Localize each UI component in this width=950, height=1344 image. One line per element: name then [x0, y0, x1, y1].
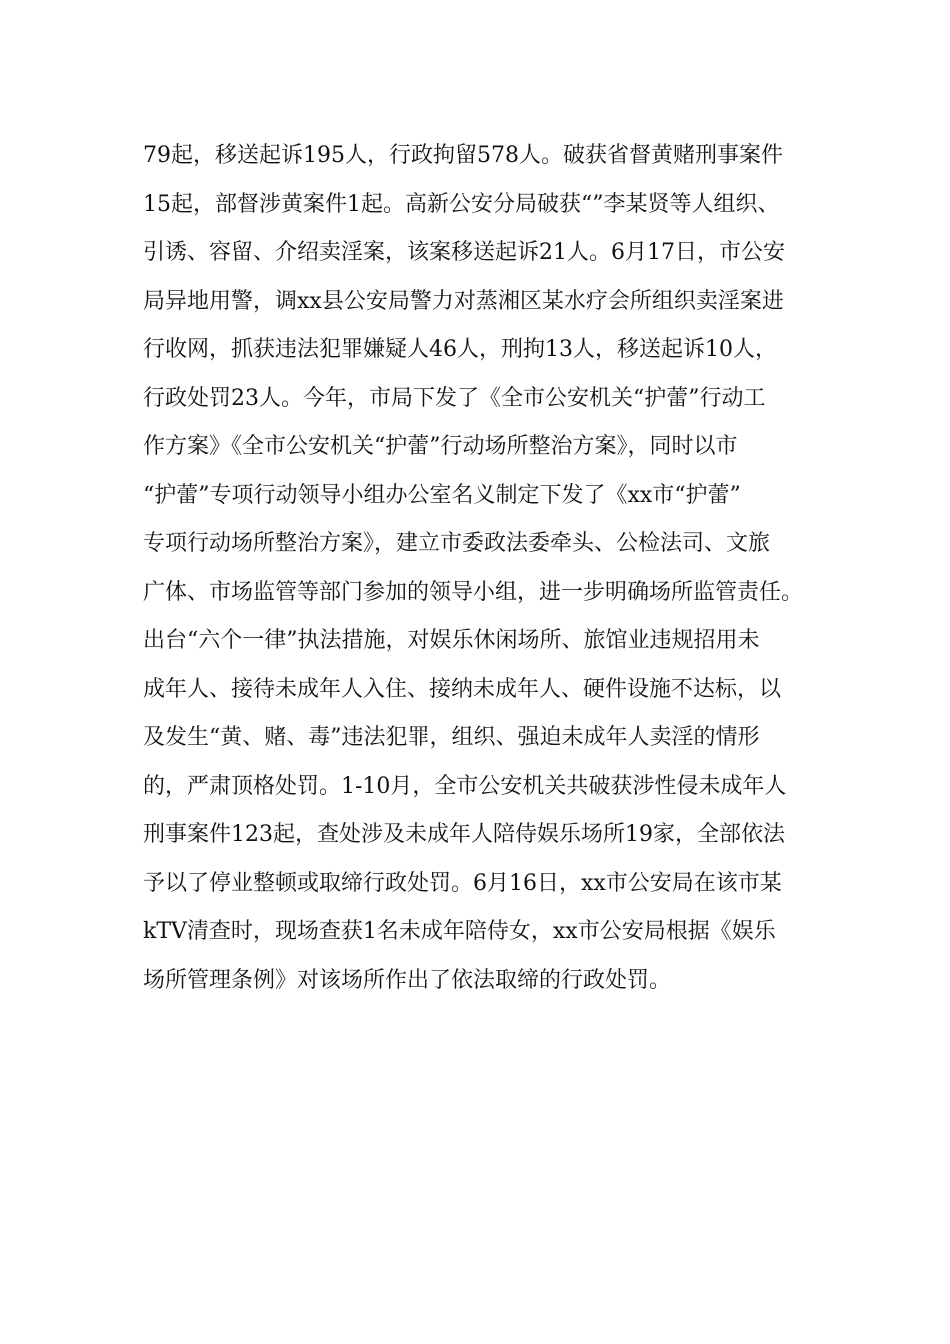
- text-line: kTV清查时，现场查获1名未成年陪侍女，xx市公安局根据《娱乐: [143, 919, 776, 944]
- text-line: 引诱、容留、介绍卖淫案，该案移送起诉21人。6月17日，市公安: [143, 240, 785, 265]
- text-line: 15起，部督涉黄案件1起。高新公安分局破获“”李某贤等人组织、: [143, 191, 780, 217]
- text-line: 79起，移送起诉195人，行政拘留578人。破获省督黄赌刑事案件: [143, 143, 783, 168]
- text-line: 作方案》《全市公安机关“护蕾”行动场所整治方案》，同时以市: [143, 434, 738, 459]
- text-line: 专项行动场所整治方案》，建立市委政法委牵头、公检法司、文旅: [143, 531, 771, 556]
- text-line: 及发生“黄、赌、毒”违法犯罪，组织、强迫未成年人卖淫的情形: [143, 725, 760, 750]
- text-line: 刑事案件123起，查处涉及未成年人陪侍娱乐场所19家，全部依法: [143, 822, 785, 847]
- text-line: 予以了停业整顿或取缔行政处罚。6月16日，xx市公安局在该市某: [143, 870, 782, 896]
- text-line: 广体、市场监管等部门参加的领导小组，进一步明确场所监管责任。: [143, 579, 804, 605]
- text-line: 行政处罚23人。今年，市局下发了《全市公安机关“护蕾”行动工: [143, 385, 766, 411]
- text-line: 局异地用警，调xx县公安局警力对蒸湘区某水疗会所组织卖淫案进: [143, 288, 784, 314]
- body-paragraph: [143, 132, 833, 1005]
- text-line: 的，严肃顶格处罚。1-10月，全市公安机关共破获涉性侵未成年人: [143, 773, 787, 799]
- text-line: 行收网，抓获违法犯罪嫌疑人46人，刑拘13人，移送起诉10人，: [143, 337, 777, 362]
- text-line: 场所管理条例》对该场所作出了依法取缔的行政处罚。: [143, 967, 672, 993]
- text-line: “护蕾”专项行动领导小组办公室名义制定下发了《xx市“护蕾”: [143, 482, 741, 508]
- text-line: 出台“六个一律”执法措施，对娱乐休闲场所、旅馆业违规招用未: [143, 628, 760, 653]
- text-line: 成年人、接待未成年人入住、接纳未成年人、硬件设施不达标，以: [143, 676, 782, 702]
